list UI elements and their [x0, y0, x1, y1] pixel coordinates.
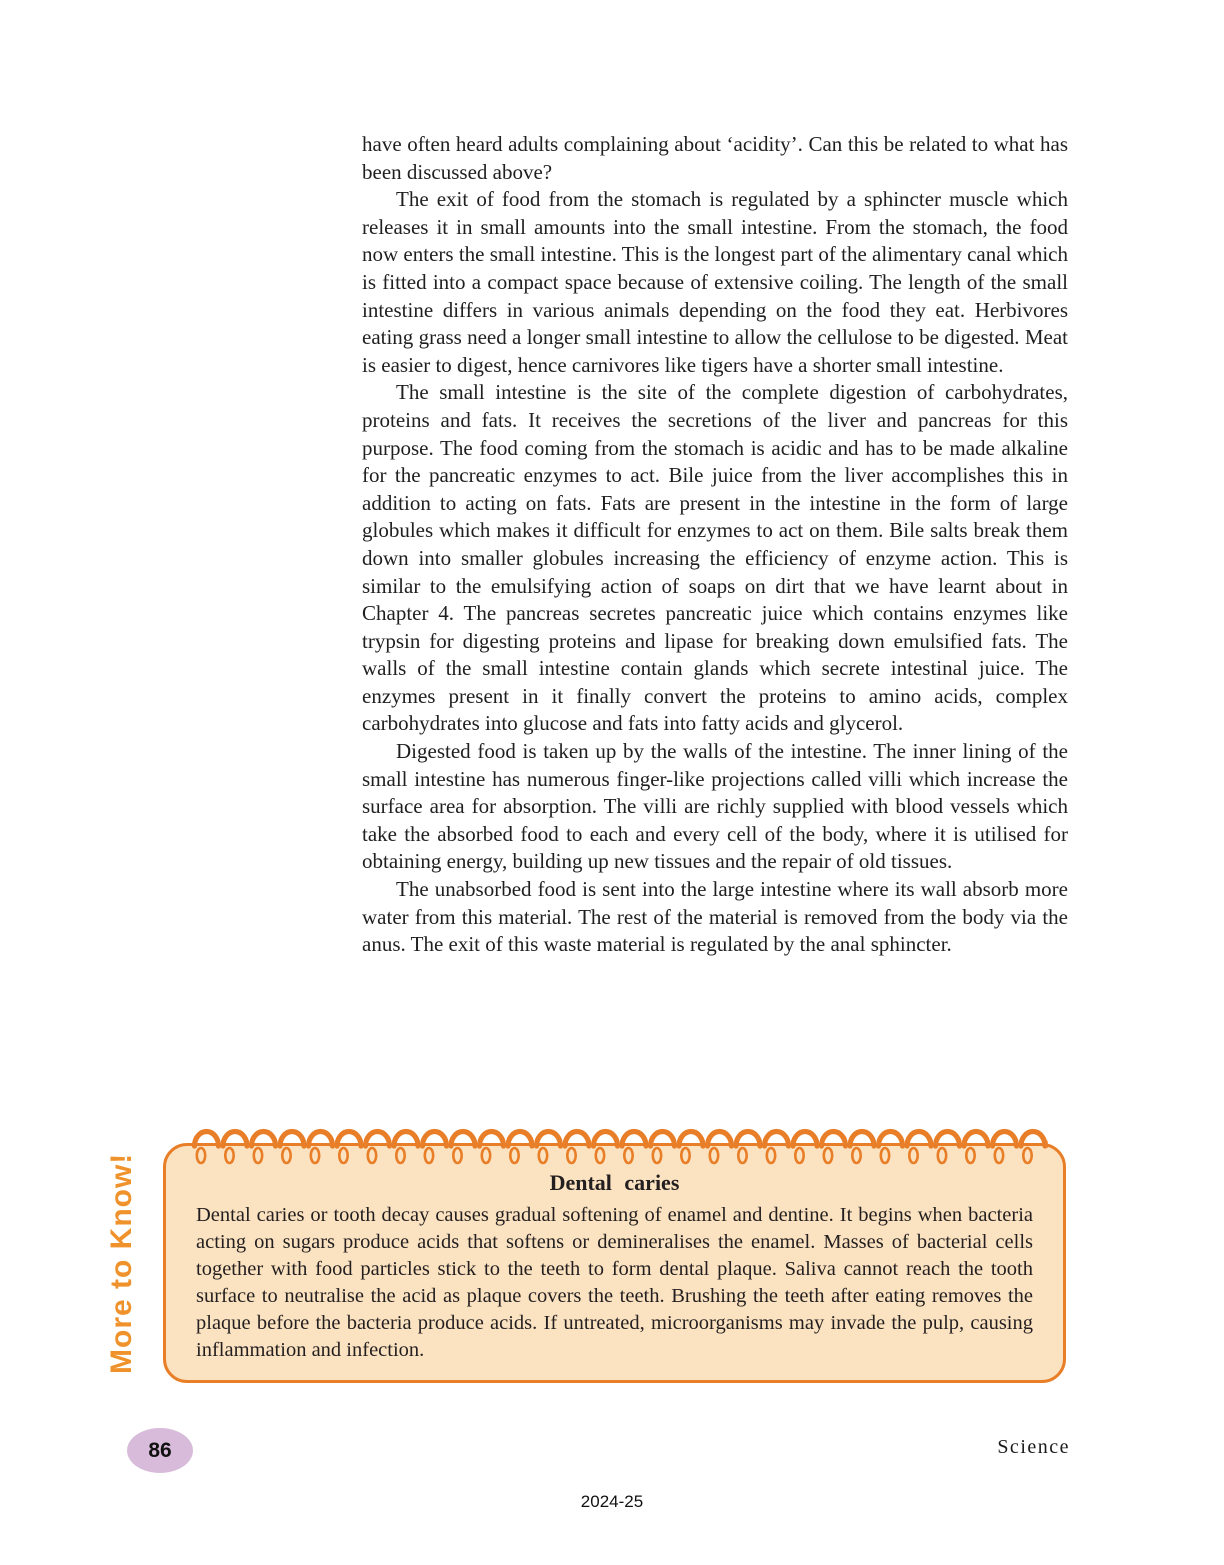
more-to-know-label: More to Know!: [105, 1152, 138, 1374]
paragraph-large-intestine: The unabsorbed food is sent into the large intestine where its wall absorb more water from this material. The rest of the material is removed from the body via the anus. The exit of this waste material is regulated by the anal sphincter.: [362, 877, 1068, 957]
page-number: 86: [148, 1438, 172, 1462]
page-number-badge: [127, 1428, 193, 1473]
more-to-know-box: [163, 1143, 1066, 1383]
article-body: [362, 131, 1068, 959]
paragraph-absorption: Digested food is taken up by the walls of the intestine. The inner lining of the small intestine has numerous finger-like projections called villi which increase the surface area for absorption. The villi are richly supplied with blood vessels which take the absorbed food to each and every cell of the body, where it is utilised for obtaining energy, building up new tissues and the repair of old tissues.: [362, 739, 1068, 874]
edition-year: 2024-25: [580, 1492, 644, 1511]
paragraph-stomach-exit: The exit of food from the stomach is regulated by a sphincter muscle which releases it in small amounts into the small intestine. From the stomach, the food now enters the small intestine. This is the longest part of the alimentary canal which is fitted into a compact space because of extensive coiling. The length of the small intestine differs in various animals depending on the food they eat. Herbivores eating grass need a longer small intestine to allow the cellulose to be digested. Meat is easier to digest, hence carnivores like tigers have a shorter small intestine.: [362, 187, 1068, 377]
box-body-text: Dental caries or tooth decay causes gradual softening of enamel and dentine. It begins when bacteria acting on sugars produce acids that softens or demineralises the enamel. Masses of bacterial cells together with food particles stick to the teeth to form dental plaque. Saliva cannot reach the tooth surface to neutralise the acid as plaque covers the teeth. Brushing the teeth after eating removes the plaque before the bacteria produce acids. If untreated, microorganisms may invade the pulp, causing inflammation and infection.: [196, 1204, 1033, 1361]
box-title: Dental caries: [549, 1170, 680, 1195]
paragraph-small-intestine: The small intestine is the site of the complete digestion of carbohydrates, proteins and fats. It receives the secretions of the liver and pancreas for this purpose. The food coming from the stomach is acidic and has to be made alkaline for the pancreatic enzymes to act. Bile juice from the liver accomplishes this in addition to acting on fats. Fats are present in the intestine in the form of large globules which makes it difficult for enzymes to act on them. Bile salts break them down into smaller globules increasing the efficiency of enzyme action. This is similar to the emulsifying action of soaps on dirt that we have learnt about in Chapter 4. The pancreas secretes pancreatic juice which contains enzymes like trypsin for digesting proteins and lipase for breaking down emulsified fats. The walls of the small intestine contain glands which secrete intestinal juice. The enzymes present in it finally convert the proteins to amino acids, complex carbohydrates into glucose and fats into fatty acids and glycerol.: [362, 380, 1068, 736]
paragraph-acidity: have often heard adults complaining about ‘acidity’. Can this be related to what has been discussed above?: [362, 132, 1068, 184]
book-title: Science: [997, 1436, 1070, 1458]
spiral-binding-icon: [192, 1116, 1048, 1168]
